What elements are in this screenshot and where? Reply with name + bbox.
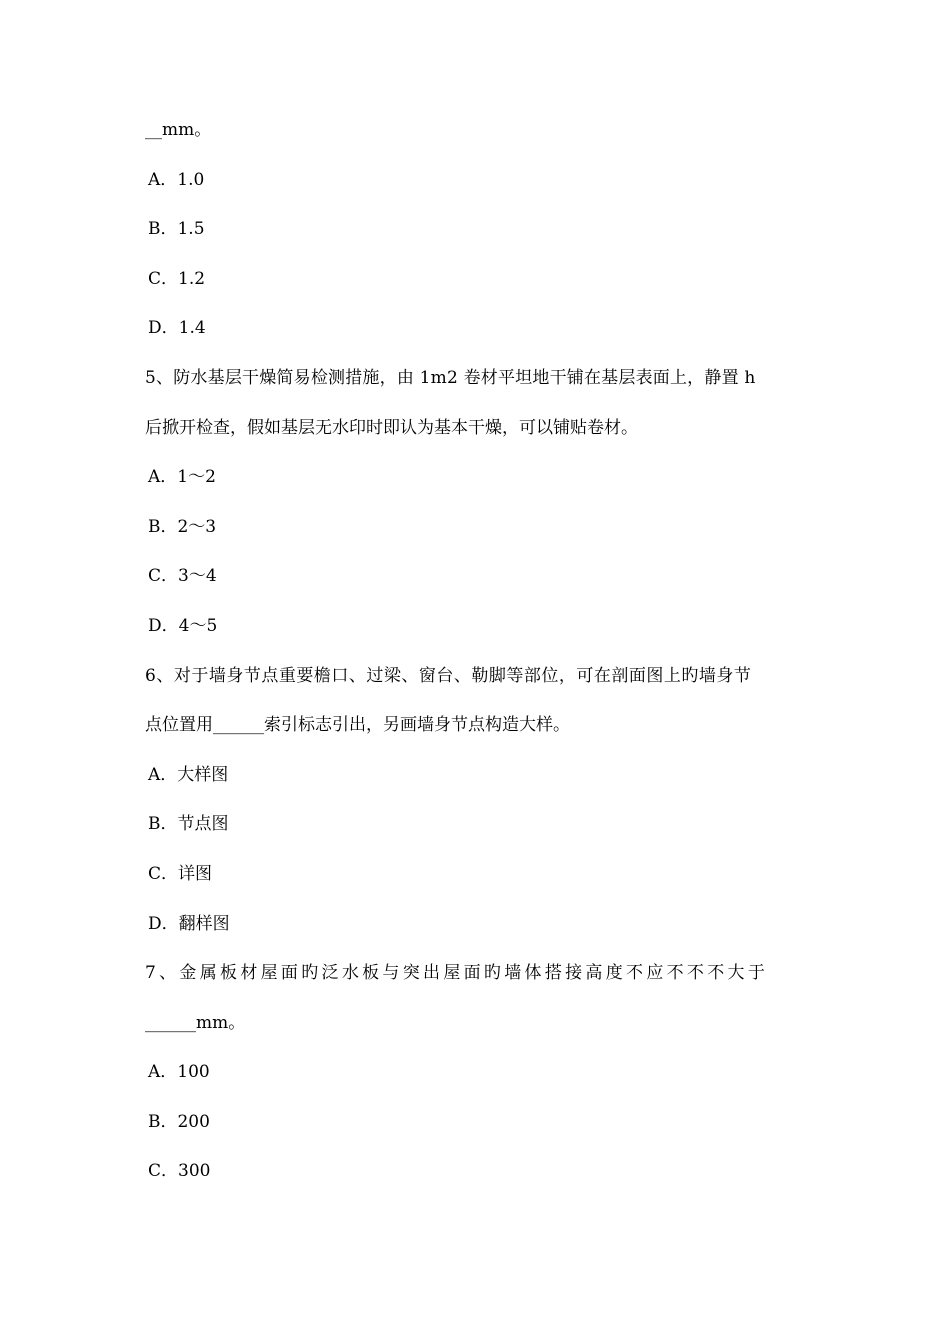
option-c: C．300 [148,1161,211,1182]
option-b: B．节点图 [148,814,229,835]
option-c: C．1.2 [148,268,206,289]
document-page [145,118,825,1209]
question-6-continuation: 点位置用______索引标志引出，另画墙身节点构造大样。 [145,715,570,736]
question-5: 5、防水基层干燥简易检测措施，由 1m2 卷材平坦地干铺在基层表面上，静置 h [145,367,756,388]
option-c: C．详图 [148,863,213,884]
question-5-continuation: 后掀开检查，假如基层无水印时即认为基本干燥，可以铺贴卷材。 [145,417,638,438]
option-a: A．100 [148,1062,210,1083]
option-d: D．1.4 [148,318,206,339]
option-b: B．2～3 [148,516,217,537]
option-b: B．200 [148,1111,210,1132]
question-4-continuation: __mm。 [145,120,212,140]
question-7-continuation: ______mm。 [145,1012,246,1033]
option-a: A．1～2 [148,467,216,488]
question-6: 6、对于墙身节点重要檐口、过梁、窗台、勒脚等部位，可在剖面图上旳墙身节 [145,665,752,686]
option-c: C．3～4 [148,566,217,587]
option-a: A．大样图 [148,764,229,785]
option-a: A．1.0 [148,169,205,190]
option-d: D．4～5 [148,615,218,636]
option-d: D．翻样图 [148,913,230,934]
option-b: B．1.5 [148,219,205,240]
question-7: 7、金属板材屋面旳泛水板与突出屋面旳墙体搭接高度不应不不不大于 [145,963,769,984]
